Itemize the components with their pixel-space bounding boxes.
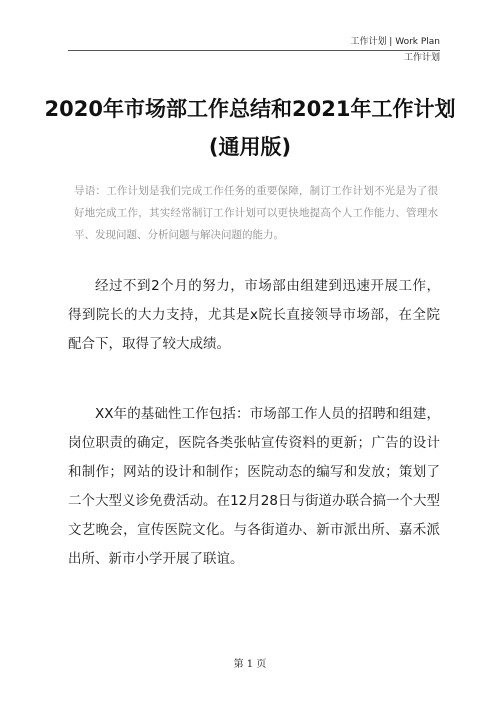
body-paragraph-1: 经过不到2个月的努力，市场部由组建到迅速开展工作，得到院长的大力支持，尤其是x院长直接领导市场部，在全院配合下，取得了较大成绩。 bbox=[68, 278, 440, 352]
body-paragraph-2: XX年的基础性工作包括：市场部工作人员的招聘和组建，岗位职责的确定，医院各类张帖宣传资料的更新；广告的设计和制作；网站的设计和制作；医院动态的编写和发放；策划了二个大型义诊免费活动。在12月28日与街道办联合搞一个大型文艺晚会，宣传医院文化。与各街道办、新市派出所、嘉禾派出所、新市小学开展了联谊。 bbox=[68, 406, 440, 567]
header-subtitle: 工作计划 bbox=[403, 53, 440, 63]
page-header bbox=[68, 36, 440, 65]
title-line-1: 2020年市场部工作总结和2021年工作计划 bbox=[44, 97, 456, 121]
document-title bbox=[40, 90, 460, 166]
page-number: 第 1 页 bbox=[233, 659, 267, 670]
intro-summary: 导语：工作计划是我们完成工作任务的重要保障，制订工作计划不光是为了很好地完成工作，其实经常制订工作计划可以更快地提高个人工作能力、管理水平、发现问题、分析问题与解决问题的能力。 bbox=[74, 185, 438, 241]
title-line-2: (通用版) bbox=[208, 135, 292, 159]
header-title: 工作计划 | Work Plan bbox=[68, 36, 440, 51]
